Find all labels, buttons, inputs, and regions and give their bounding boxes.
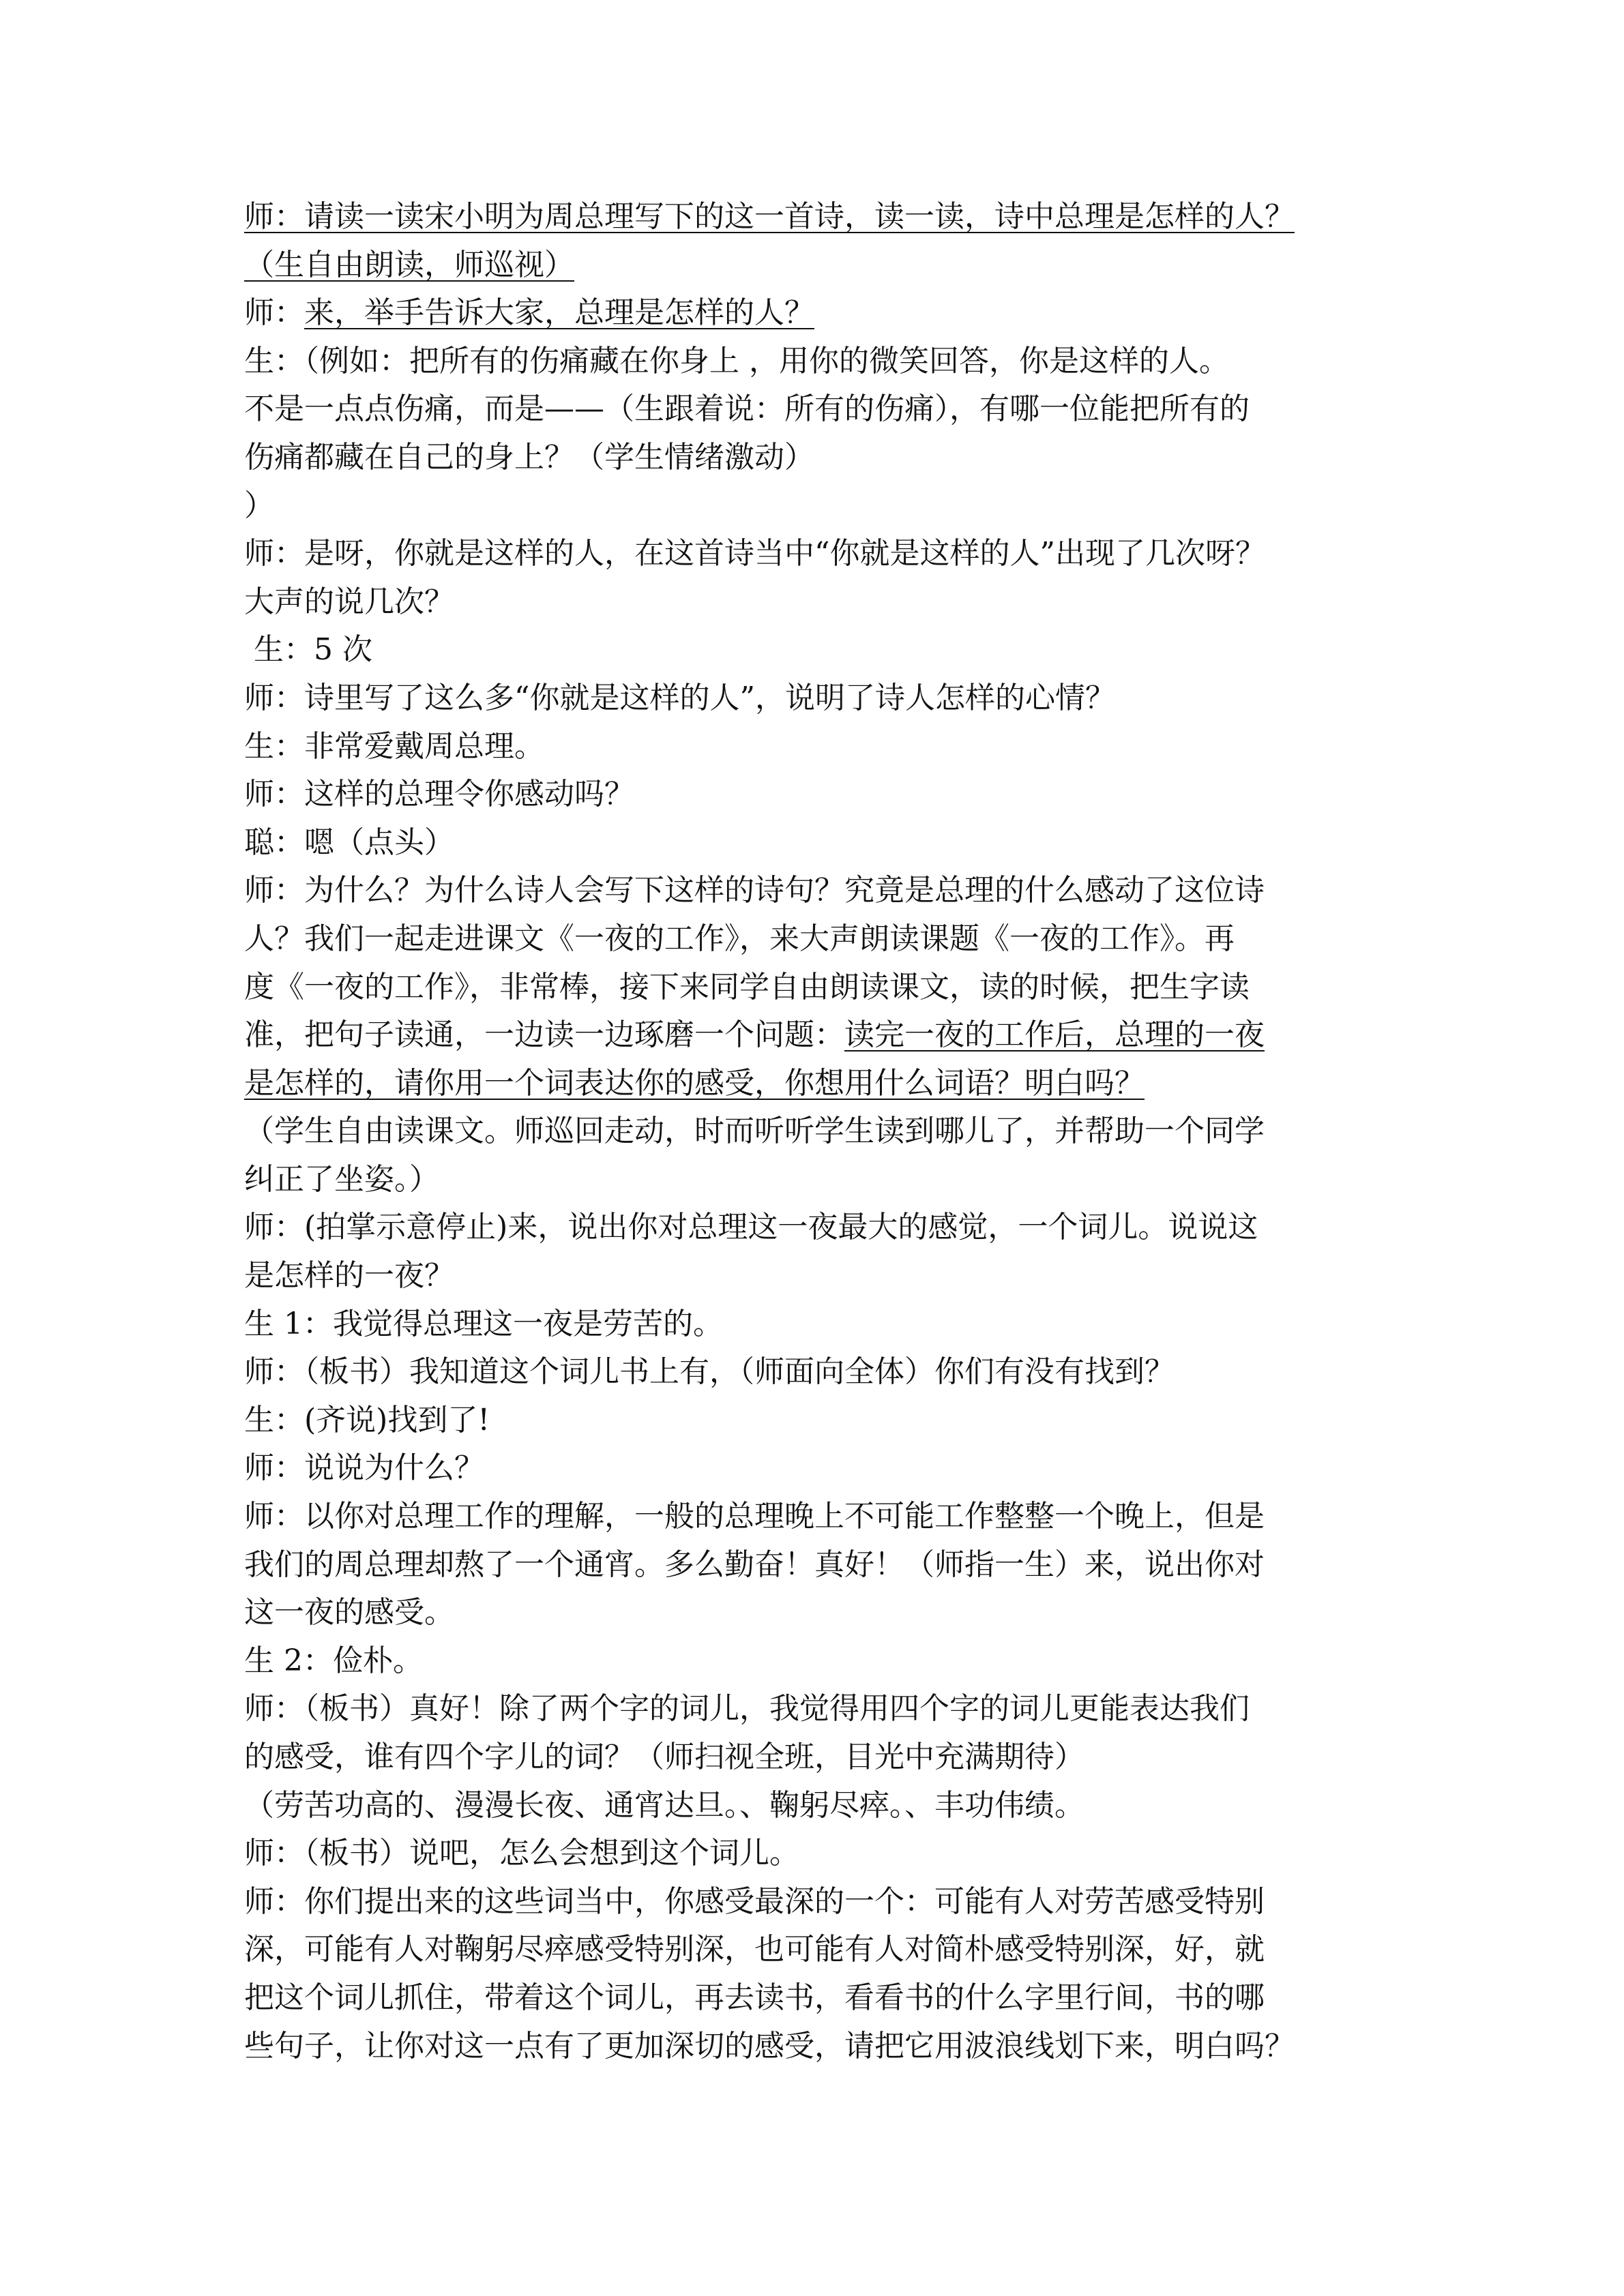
text-segment: 生 1：我觉得总理这一夜是劳苦的。 <box>244 1306 723 1341</box>
text-line <box>244 1011 1404 1060</box>
text-segment: 生：非常爱戴周总理。 <box>244 728 544 764</box>
text-segment: 是怎样的一夜？ <box>244 1258 454 1294</box>
text-line <box>244 1107 1404 1156</box>
text-segment: 人？我们一起走进课文《一夜的工作》，来大声朗读课题《一夜的工作》。再 <box>244 921 1235 956</box>
underlined-text: （生自由朗读，师巡视） <box>244 247 574 282</box>
text-line <box>244 674 1404 723</box>
text-segment: 师：你们提出来的这些词当中，你感受最深的一个：可能有人对劳苦感受特别 <box>244 1883 1265 1919</box>
text-line <box>244 530 1404 578</box>
text-line <box>244 482 1404 531</box>
text-line <box>244 578 1404 627</box>
text-segment: 纠正了坐姿。） <box>244 1161 439 1197</box>
text-segment: （学生自由读课文。师巡回走动，时而听听学生读到哪儿了，并帮助一个同学 <box>244 1114 1265 1149</box>
text-line <box>244 771 1404 819</box>
text-segment: 大声的说几次？ <box>244 584 454 619</box>
underlined-text: 是怎样的，请你用一个词表达你的感受，你想用什么词语？明白吗？ <box>244 1065 1145 1101</box>
text-line <box>244 1685 1404 1733</box>
text-segment: 生：5 次 <box>244 632 372 668</box>
text-line <box>244 1589 1404 1637</box>
text-line <box>244 289 1404 338</box>
text-line <box>244 1493 1404 1541</box>
text-line <box>244 1348 1404 1397</box>
text-line <box>244 1974 1404 2023</box>
text-line <box>244 1060 1404 1108</box>
text-segment: （劳苦功高的、漫漫长夜、通宵达旦。、鞠躬尽瘁。、丰功伟绩。 <box>244 1787 1084 1823</box>
text-segment: 生 2：俭朴。 <box>244 1643 423 1678</box>
text-line <box>244 1541 1404 1590</box>
text-segment: 度《一夜的工作》，非常棒，接下来同学自由朗读课文，读的时候，把生字读 <box>244 969 1250 1004</box>
lesson-transcript <box>244 193 1404 2070</box>
text-line <box>244 1782 1404 1830</box>
text-segment: 的感受，谁有四个字儿的词？（师扫视全班，目光中充满期待） <box>244 1740 1084 1774</box>
text-line <box>244 1637 1404 1686</box>
text-line <box>244 1926 1404 1974</box>
text-line <box>244 193 1404 241</box>
text-segment: 准，把句子读通，一边读一边琢磨一个问题： <box>244 1017 844 1053</box>
text-line <box>244 867 1404 915</box>
text-line <box>244 819 1404 867</box>
text-segment: 师：这样的总理令你感动吗？ <box>244 777 634 812</box>
text-line <box>244 1444 1404 1493</box>
text-line <box>244 915 1404 964</box>
text-segment: 师：（板书）说吧，怎么会想到这个词儿。 <box>244 1836 799 1871</box>
text-line <box>244 964 1404 1012</box>
text-segment: 我们的周总理却熬了一个通宵。多么勤奋！真好！（师指一生）来，说出你对 <box>244 1547 1265 1582</box>
text-line <box>244 385 1404 434</box>
text-line <box>244 338 1404 386</box>
text-segment: 把这个词儿抓住，带着这个词儿，再去读书，看看书的什么字里行间，书的哪 <box>244 1980 1265 2015</box>
text-segment: 师： <box>244 295 304 331</box>
text-line <box>244 1733 1404 1782</box>
underlined-text: 师：请读一读宋小明为周总理写下的这一首诗，读一读，诗中总理是怎样的人？ <box>244 199 1295 234</box>
text-line <box>244 241 1404 290</box>
text-line <box>244 1878 1404 1926</box>
text-segment: 师：(拍掌示意停止)来，说出你对总理这一夜最大的感觉，一个词儿。说说这 <box>244 1210 1258 1245</box>
text-segment: 师：说说为什么？ <box>244 1450 484 1486</box>
text-line <box>244 434 1404 482</box>
text-segment: 师：以你对总理工作的理解，一般的总理晚上不可能工作整整一个晚上，但是 <box>244 1499 1265 1534</box>
text-segment: 师：为什么？为什么诗人会写下这样的诗句？究竟是总理的什么感动了这位诗 <box>244 873 1265 908</box>
text-segment: 生：(齐说)找到了! <box>244 1402 490 1437</box>
text-line <box>244 723 1404 771</box>
text-line <box>244 1156 1404 1204</box>
text-segment: 这一夜的感受。 <box>244 1595 454 1630</box>
text-line <box>244 626 1404 674</box>
text-line <box>244 1204 1404 1252</box>
text-segment: 师：（板书）真好！除了两个字的词儿，我觉得用四个字的词儿更能表达我们 <box>244 1691 1250 1727</box>
text-segment: 些句子，让你对这一点有了更加深切的感受，请把它用波浪线划下来，明白吗？ <box>244 2028 1295 2063</box>
underlined-text: 来，举手告诉大家，总理是怎样的人？ <box>304 295 814 331</box>
text-line <box>244 1300 1404 1349</box>
text-segment: 不是一点点伤痛，而是——（生跟着说：所有的伤痛），有哪一位能把所有的 <box>244 391 1250 427</box>
text-segment: ） <box>244 488 274 523</box>
text-segment: 伤痛都藏在自己的身上？（学生情绪激动） <box>244 439 814 475</box>
text-line <box>244 1397 1404 1445</box>
text-line <box>244 2023 1404 2071</box>
text-segment: 师：（板书）我知道这个词儿书上有，（师面向全体）你们有没有找到？ <box>244 1354 1175 1390</box>
text-segment: 聪：嗯（点头） <box>244 824 454 860</box>
text-line <box>244 1830 1404 1878</box>
text-segment: 生：（例如：把所有的伤痛藏在你身上 ，用你的微笑回答，你是这样的人。 <box>244 343 1229 378</box>
text-segment: 师：是呀，你就是这样的人，在这首诗当中“你就是这样的人”出现了几次呀？ <box>244 536 1265 571</box>
text-segment: 深，可能有人对鞠躬尽瘁感受特别深，也可能有人对简朴感受特别深，好，就 <box>244 1932 1265 1967</box>
text-segment: 师：诗里写了这么多“你就是这样的人”，说明了诗人怎样的心情？ <box>244 680 1115 715</box>
text-line <box>244 1252 1404 1300</box>
underlined-text: 读完一夜的工作后，总理的一夜 <box>844 1017 1265 1053</box>
